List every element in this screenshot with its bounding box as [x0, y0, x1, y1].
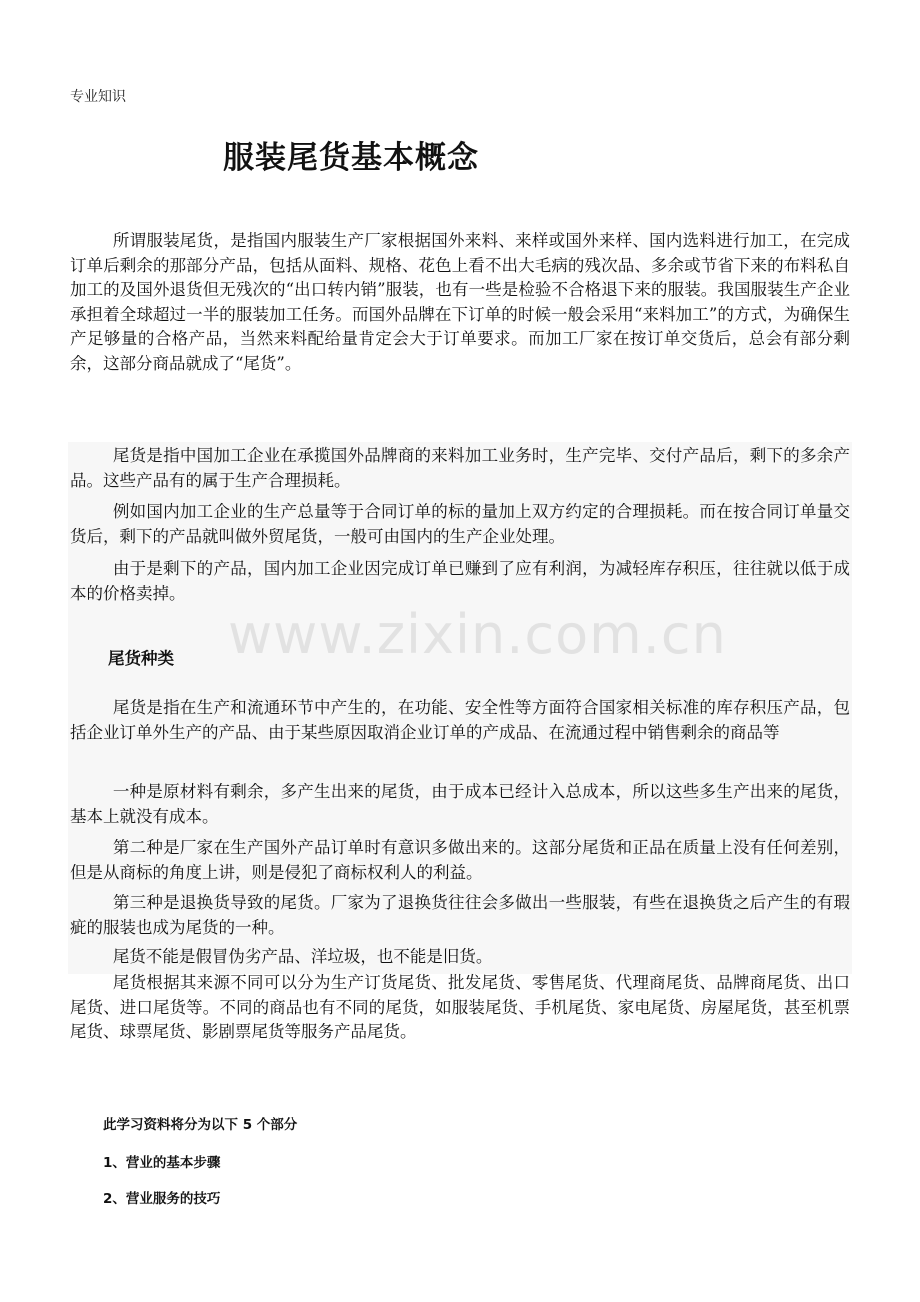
section1-paragraph-1: 尾货是指中国加工企业在承揽国外品牌商的来料加工业务时，生产完毕、交付产品后，剩下的多余产品。这些产品有的属于生产合理损耗。 — [70, 446, 850, 490]
section1-paragraph-3: 由于是剩下的产品，国内加工企业因完成订单已赚到了应有利润，为减轻库存积压，往往就以低于成本的价格卖掉。 — [70, 559, 850, 603]
section2-paragraph-5: 尾货不能是假冒伪劣产品、洋垃圾，也不能是旧货。 — [112, 947, 493, 966]
header-label: 专业知识 — [70, 89, 126, 105]
subheading: 尾货种类 — [108, 649, 174, 668]
section2-paragraph-6: 尾货根据其来源不同可以分为生产订货尾货、批发尾货、零售尾货、代理商尾货、品牌商尾货、出口尾货、进口尾货等。不同的商品也有不同的尾货，如服装尾货、手机尾货、家电尾货、房屋尾货，甚至机票尾货、球票尾货、影剧票尾货等服务产品尾货。 — [70, 973, 850, 1042]
section2-paragraph-4: 第三种是退换货导致的尾货。厂家为了退换货往往会多做出一些服装，有些在退换货之后产生的有瑕疵的服装也成为尾货的一种。 — [70, 893, 850, 937]
section2-paragraph-2: 一种是原材料有剩余，多产生出来的尾货，由于成本已经计入总成本，所以这些多生产出来的尾货，基本上就没有成本。 — [70, 782, 850, 826]
intro-paragraph: 所谓服装尾货，是指国内服装生产厂家根据国外来料、来样或国外来样、国内选料进行加工，在完成订单后剩余的那部分产品，包括从面料、规格、花色上看不出大毛病的残次品、多余或节省下来的布料私自加工的及国外退货但无残次的“出口转内销”服装，也有一些是检验不合格退下来的服装。我国服装生产企业承担着全球超过一半的服装加工任务。而国外品牌在下订单的时候一般会采用“来料加工”的方式，为确保生产足够量的合格产品，当然来料配给量肯定会大于订单要求。而加工厂家在按订单交货后，总会有部分剩余，这部分商品就成了“尾货”。 — [70, 231, 850, 373]
watermark: www.zixin.com.cn — [228, 603, 727, 666]
study-item-1: 1、营业的基本步骤 — [103, 1155, 221, 1171]
page-title: 服装尾货基本概念 — [223, 140, 479, 176]
study-item-2: 2、营业服务的技巧 — [103, 1191, 221, 1207]
section2-paragraph-1: 尾货是指在生产和流通环节中产生的，在功能、安全性等方面符合国家相关标准的库存积压产品，包括企业订单外生产的产品、由于某些原因取消企业订单的产成品、在流通过程中销售剩余的商品等 — [70, 698, 850, 742]
section2-paragraph-3: 第二种是厂家在生产国外产品订单时有意识多做出来的。这部分尾货和正品在质量上没有任何差别，但是从商标的角度上讲，则是侵犯了商标权利人的利益。 — [70, 838, 850, 882]
section1-paragraph-2: 例如国内加工企业的生产总量等于合同订单的标的量加上双方约定的合理损耗。而在按合同订单量交货后，剩下的产品就叫做外贸尾货，一般可由国内的生产企业处理。 — [70, 502, 850, 546]
study-intro: 此学习资料将分为以下 5 个部分 — [103, 1117, 298, 1133]
